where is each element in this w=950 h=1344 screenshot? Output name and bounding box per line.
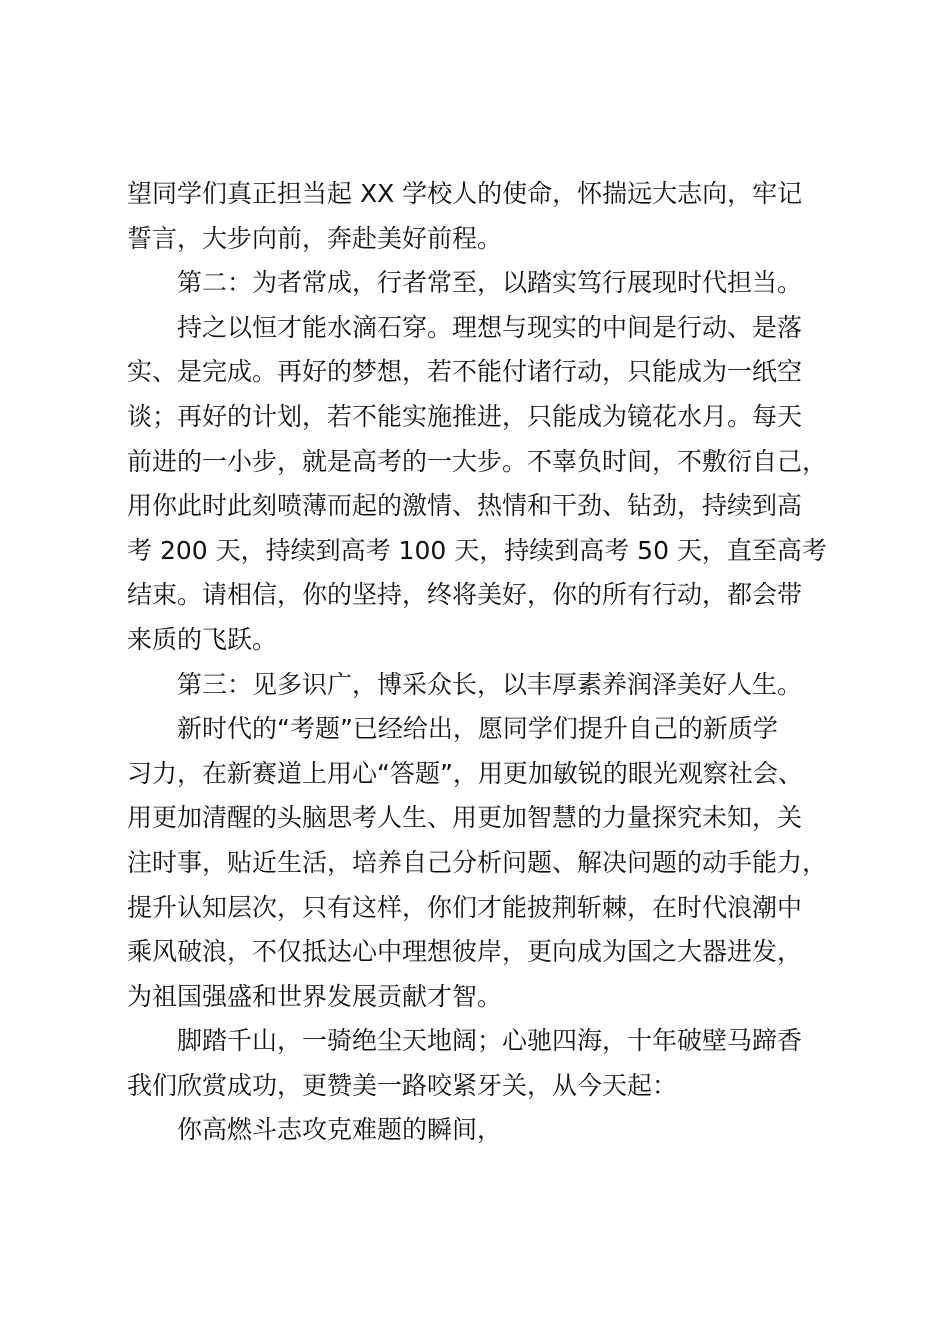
text-line: 你高燃斗志攻克难题的瞬间， xyxy=(177,1115,503,1145)
text-line: 习力，在新赛道上用心“答题”，用更加敏锐的眼光观察社会、 xyxy=(127,758,803,788)
text-line: 持之以恒才能水滴石穿。理想与现实的中间是行动、是落 xyxy=(177,312,803,342)
text-line: 提升认知层次，只有这样，你们才能披荆斩棘，在时代浪潮中 xyxy=(127,892,803,922)
section-heading: 第三：见多识广，博采众长，以丰厚素养润泽美好人生。 xyxy=(177,669,803,699)
document-body xyxy=(127,172,827,1153)
text-line: 乘风破浪，不仅抵达心中理想彼岸，更向成为国之大器进发， xyxy=(127,937,803,967)
text-line: 谈；再好的计划，若不能实施推进，只能成为镜花水月。每天 xyxy=(127,401,803,431)
text-line: 考 200 天，持续到高考 100 天，持续到高考 50 天，直至高考 xyxy=(127,535,827,565)
text-line: 用你此时此刻喷薄而起的激情、热情和干劲、钻劲，持续到高 xyxy=(127,491,803,521)
section-heading: 第二：为者常成，行者常至，以踏实笃行展现时代担当。 xyxy=(177,268,803,298)
text-line: 我们欣赏成功，更赞美一路咬紧牙关，从今天起： xyxy=(127,1070,678,1100)
text-line: 注时事，贴近生活，培养自己分析问题、解决问题的动手能力， xyxy=(127,847,828,877)
text-line: 为祖国强盛和世界发展贡献才智。 xyxy=(127,981,503,1011)
text-line: 用更加清醒的头脑思考人生、用更加智慧的力量探究未知，关 xyxy=(127,803,803,833)
text-line: 结束。请相信，你的坚持，终将美好，你的所有行动，都会带 xyxy=(127,580,803,610)
text-line: 望同学们真正担当起 XX 学校人的使命，怀揣远大志向，牢记 xyxy=(127,179,803,208)
text-line: 誓言，大步向前，奔赴美好前程。 xyxy=(127,223,503,253)
text-line: 实、是完成。再好的梦想，若不能付诸行动，只能成为一纸空 xyxy=(127,357,803,387)
text-line: 新时代的“考题”已经给出，愿同学们提升自己的新质学 xyxy=(177,714,778,744)
text-line: 脚踏千山，一骑绝尘天地阔；心驰四海，十年破壁马蹄香 xyxy=(177,1026,803,1056)
text-line: 前进的一小步，就是高考的一大步。不辜负时间，不敷衍自己， xyxy=(127,446,828,476)
text-line: 来质的飞跃。 xyxy=(127,624,278,654)
